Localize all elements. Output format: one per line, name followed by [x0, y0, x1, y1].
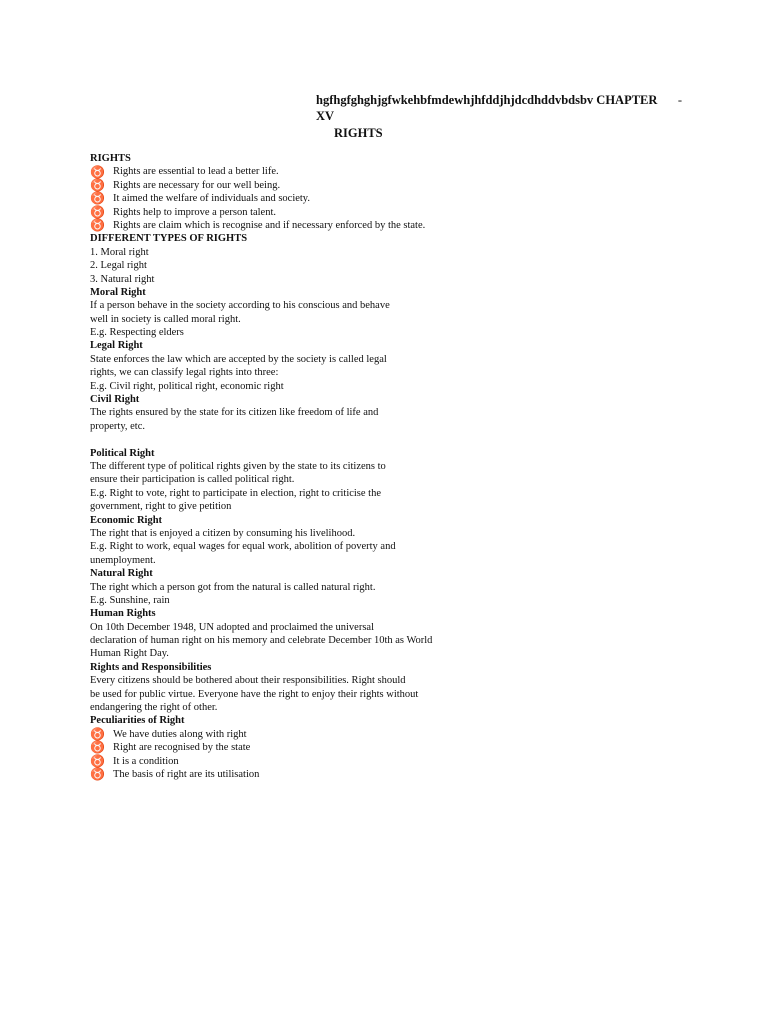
chapter-header — [316, 92, 686, 141]
paragraph-line: well in society is called moral right. — [90, 313, 241, 325]
paragraph-line: property, etc. — [90, 420, 146, 432]
chapter-title: RIGHTS — [334, 126, 383, 140]
section-heading-economic: Economic Right — [90, 514, 163, 526]
paragraph-line: government, right to give petition — [90, 501, 232, 513]
paragraph-line: Human Right Day. — [90, 648, 169, 660]
document-body — [90, 152, 470, 781]
taurus-bullet-icon: ♉ — [90, 204, 105, 219]
list-item: ♉ The basis of right are its utilisation — [90, 767, 260, 782]
header-dash: - — [677, 93, 682, 107]
paragraph-line: E.g. Civil right, political right, economic right — [90, 380, 284, 392]
taurus-bullet-icon: ♉ — [90, 740, 105, 755]
list-item: ♉ Rights are essential to lead a better life. — [90, 164, 279, 179]
paragraph-line: The right that is enjoyed a citizen by consuming his livelihood. — [90, 527, 356, 539]
list-item: 3. Natural right — [90, 273, 155, 285]
paragraph-line: E.g. Respecting elders — [90, 327, 184, 339]
paragraph-line: ensure their participation is called political right. — [90, 474, 295, 486]
taurus-bullet-icon: ♉ — [90, 191, 105, 206]
header-title-line — [316, 92, 686, 108]
paragraph-line: The different type of political rights given by the state to its citizens to — [90, 460, 386, 472]
chapter-number: XV — [316, 109, 335, 123]
section-heading-political: Political Right — [90, 447, 155, 459]
paragraph-line: Every citizens should be bothered about their responsibilities. Right should — [90, 675, 406, 687]
list-item: ♉ Rights help to improve a person talent. — [90, 204, 277, 219]
section-heading-legal: Legal Right — [90, 340, 143, 352]
section-heading-natural: Natural Right — [90, 568, 153, 580]
paragraph-line: declaration of human right on his memory and celebrate December 10th as World — [90, 635, 433, 647]
paragraph-line: rights, we can classify legal rights into three: — [90, 367, 279, 379]
section-heading-peculiarities: Peculiarities of Right — [90, 715, 185, 727]
list-item: ♉ It aimed the welfare of individuals and society. — [90, 191, 311, 206]
paragraph-line: The right which a person got from the natural is called natural right. — [90, 581, 376, 593]
taurus-bullet-icon: ♉ — [90, 164, 105, 179]
paragraph-line: E.g. Right to work, equal wages for equal work, abolition of poverty and — [90, 541, 396, 553]
taurus-bullet-icon: ♉ — [90, 726, 105, 741]
taurus-bullet-icon: ♉ — [90, 218, 105, 233]
section-heading-moral: Moral Right — [90, 286, 146, 298]
header-title-prefix: hgfhgfghghjgfwkehbfmdewhjhfddjhjdcdhddvbdsbv CHAPTER — [316, 93, 658, 107]
paragraph-line: endangering the right of other. — [90, 702, 218, 714]
list-item: 1. Moral right — [90, 246, 149, 258]
blank-line — [90, 433, 470, 446]
section-heading-civil: Civil Right — [90, 394, 140, 406]
paragraph-line: On 10th December 1948, UN adopted and proclaimed the universal — [90, 621, 374, 633]
paragraph-line: The rights ensured by the state for its citizen like freedom of life and — [90, 407, 379, 419]
taurus-bullet-icon: ♉ — [90, 753, 105, 768]
paragraph-line: unemployment. — [90, 554, 156, 566]
list-item: ♉ We have duties along with right — [90, 726, 247, 741]
taurus-bullet-icon: ♉ — [90, 177, 105, 192]
taurus-bullet-icon: ♉ — [90, 767, 105, 782]
list-item: ♉ It is a condition — [90, 753, 179, 768]
paragraph-line: be used for public virtue. Everyone have the right to enjoy their rights without — [90, 688, 419, 700]
section-heading-responsibilities: Rights and Responsibilities — [90, 661, 212, 673]
paragraph-line: E.g. Sunshine, rain — [90, 594, 170, 606]
paragraph-line: If a person behave in the society according to his conscious and behave — [90, 300, 390, 312]
section-heading-human: Human Rights — [90, 608, 156, 620]
section-heading-types: DIFFERENT TYPES OF RIGHTS — [90, 233, 248, 245]
list-item: 2. Legal right — [90, 260, 147, 272]
section-heading-rights: RIGHTS — [90, 153, 131, 164]
paragraph-line: E.g. Right to vote, right to participate in election, right to criticise the — [90, 487, 382, 499]
list-item: ♉ Rights are claim which is recognise and if necessary enforced by the state. — [90, 218, 426, 233]
list-item: ♉ Right are recognised by the state — [90, 740, 251, 755]
list-item: ♉ Rights are necessary for our well being. — [90, 177, 281, 192]
paragraph-line: State enforces the law which are accepted by the society is called legal — [90, 353, 387, 365]
